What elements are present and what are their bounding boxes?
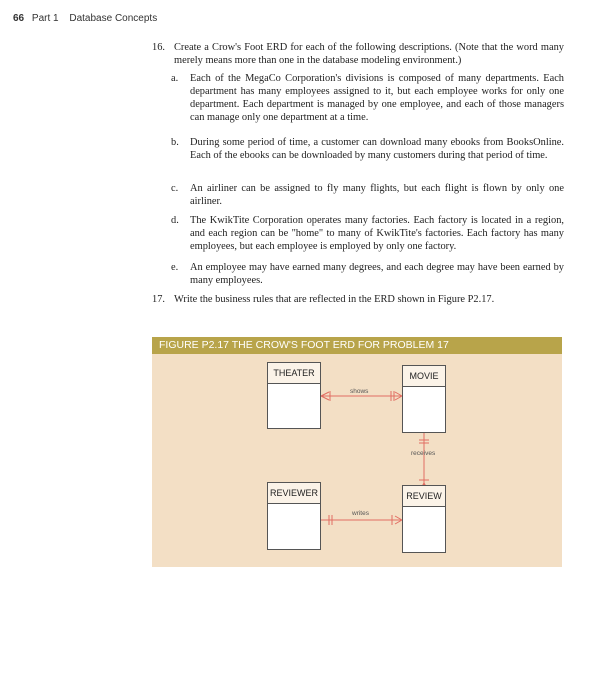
relationship-lines <box>152 354 562 567</box>
entity-name: THEATER <box>267 362 321 383</box>
relationship-label-writes: writes <box>352 510 369 517</box>
item-letter: a. <box>171 73 179 84</box>
entity-name: MOVIE <box>402 365 446 386</box>
item-letter: d. <box>171 215 179 226</box>
item-letter: c. <box>171 183 179 194</box>
problem-16-d <box>171 214 564 253</box>
theater-crowfoot <box>321 392 329 396</box>
problem-text: Create a Crow's Foot ERD for each of the following descriptions. (Note that the word many merely means more than one in the database modeling environment.) <box>174 42 564 66</box>
problem-17 <box>152 293 564 306</box>
item-text: During some period of time, a customer can download many ebooks from BooksOnline. Each of the ebooks can be downloaded by many customers during that period of time. <box>190 137 564 161</box>
entity-name: REVIEW <box>402 485 446 506</box>
problem-16-b <box>171 136 564 162</box>
movie-crowfoot <box>395 392 402 396</box>
entity-theater <box>267 362 321 429</box>
item-letter: b. <box>171 137 179 148</box>
problem-16-e <box>171 261 564 287</box>
problem-number: 17. <box>152 294 165 305</box>
entity-attributes <box>402 386 446 433</box>
running-head <box>13 13 157 24</box>
entity-attributes <box>402 506 446 553</box>
entity-attributes <box>267 503 321 550</box>
item-text: An employee may have earned many degrees, and each degree may have been earned by many employees. <box>190 262 564 286</box>
page-number: 66 <box>13 13 25 24</box>
problem-16-a <box>171 72 564 124</box>
entity-reviewer <box>267 482 321 550</box>
problem-text: Write the business rules that are reflected in the ERD shown in Figure P2.17. <box>174 294 495 305</box>
movie-crowfoot <box>395 396 402 400</box>
section-title: Database Concepts <box>69 13 158 24</box>
review-crowfoot <box>395 520 402 524</box>
entity-review <box>402 485 446 553</box>
relationship-label-receives: receives <box>411 450 436 457</box>
problem-16 <box>152 41 564 67</box>
part-label: Part 1 <box>31 13 59 24</box>
erd-figure <box>152 354 562 567</box>
item-letter: e. <box>171 262 179 273</box>
entity-name: REVIEWER <box>267 482 321 503</box>
entity-movie <box>402 365 446 433</box>
theater-crowfoot <box>321 396 329 400</box>
problem-number: 16. <box>152 42 165 53</box>
problem-16-c <box>171 182 564 208</box>
relationship-label-shows: shows <box>350 388 369 395</box>
item-text: The KwikTite Corporation operates many factories. Each factory is located in a region, and each region can be "home" to many of KwikTite's factories. Each factory has many employees, but each employee is employed by only one factory. <box>190 215 564 252</box>
entity-attributes <box>267 383 321 429</box>
item-text: Each of the MegaCo Corporation's divisions is composed of many departments. Each department has many employees assigned to it, but each employee works for only one department. Each department is managed by one employee, and each of those managers can manage only one department at a time. <box>190 73 564 123</box>
review-crowfoot <box>395 516 402 520</box>
figure-caption: FIGURE P2.17 THE CROW'S FOOT ERD FOR PROBLEM 17 <box>152 337 562 354</box>
item-text: An airliner can be assigned to fly many flights, but each flight is flown by only one airliner. <box>190 183 564 207</box>
